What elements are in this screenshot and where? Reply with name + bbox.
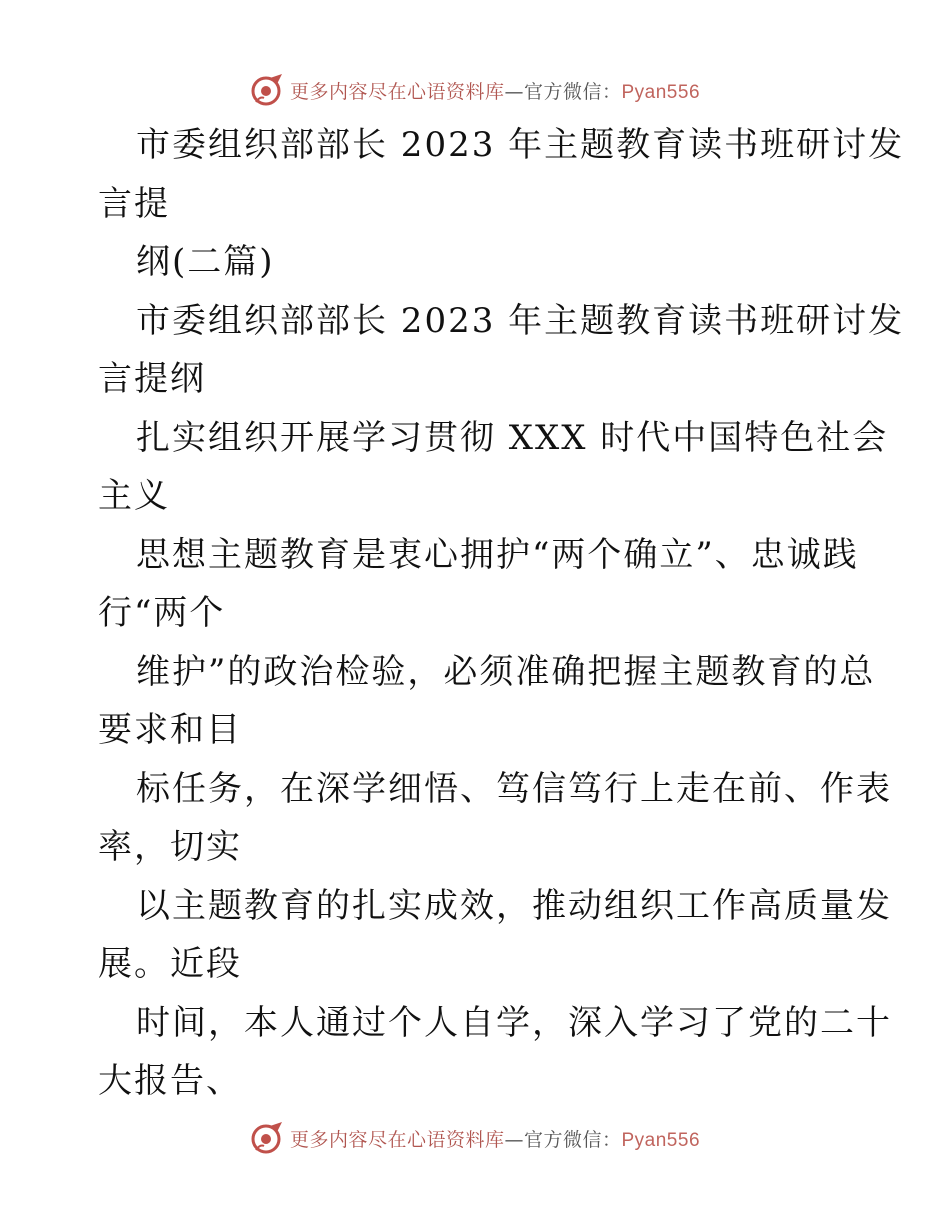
pen-logo-icon [250, 72, 286, 108]
text-line: 市委组织部部长 2023 年主题教育读书班研讨发 [136, 300, 905, 341]
text-line: 市委组织部部长 2023 年主题教育读书班研讨发 [136, 125, 905, 165]
text-line: 主义 [98, 476, 170, 516]
watermark-wechat-id: Pyan556 [621, 81, 701, 103]
text-line: 纲(二篇) [136, 242, 275, 282]
text-line: 要求和目 [98, 710, 242, 750]
watermark-text [290, 77, 700, 104]
watermark-wechat-label: 官方微信： [523, 1128, 622, 1151]
watermark-sep: — [504, 80, 524, 103]
watermark-site: 更多内容尽在心语资料库 [289, 1128, 505, 1151]
watermark-text [290, 1125, 700, 1152]
footer-watermark [0, 1118, 950, 1158]
watermark-site: 更多内容尽在心语资料库 [289, 80, 505, 103]
text-line: 大报告、 [98, 1061, 242, 1101]
text-line: 思想主题教育是衷心拥护“两个确立”、忠诚践 [136, 534, 859, 575]
text-line: 以主题教育的扎实成效，推动组织工作高质量发 [136, 885, 892, 926]
pen-logo-icon [250, 1120, 286, 1156]
text-line: 行“两个 [98, 593, 226, 633]
text-line: 时间，本人通过个人自学，深入学习了党的二十 [136, 1002, 892, 1043]
watermark-wechat-id: Pyan556 [621, 1129, 701, 1151]
text-line: 扎实组织开展学习贯彻 XXX 时代中国特色社会 [136, 417, 889, 458]
text-line: 率，切实 [98, 827, 242, 867]
text-line: 言提纲 [98, 359, 206, 399]
watermark-sep: — [504, 1128, 524, 1151]
text-line: 维护”的政治检验，必须准确把握主题教育的总 [136, 651, 876, 692]
text-line: 展。近段 [98, 944, 242, 984]
text-line: 言提 [98, 183, 170, 224]
header-watermark [0, 70, 950, 110]
document-body [98, 116, 905, 1111]
watermark-wechat-label: 官方微信： [523, 80, 622, 103]
text-line: 标任务，在深学细悟、笃信笃行上走在前、作表 [136, 768, 892, 809]
